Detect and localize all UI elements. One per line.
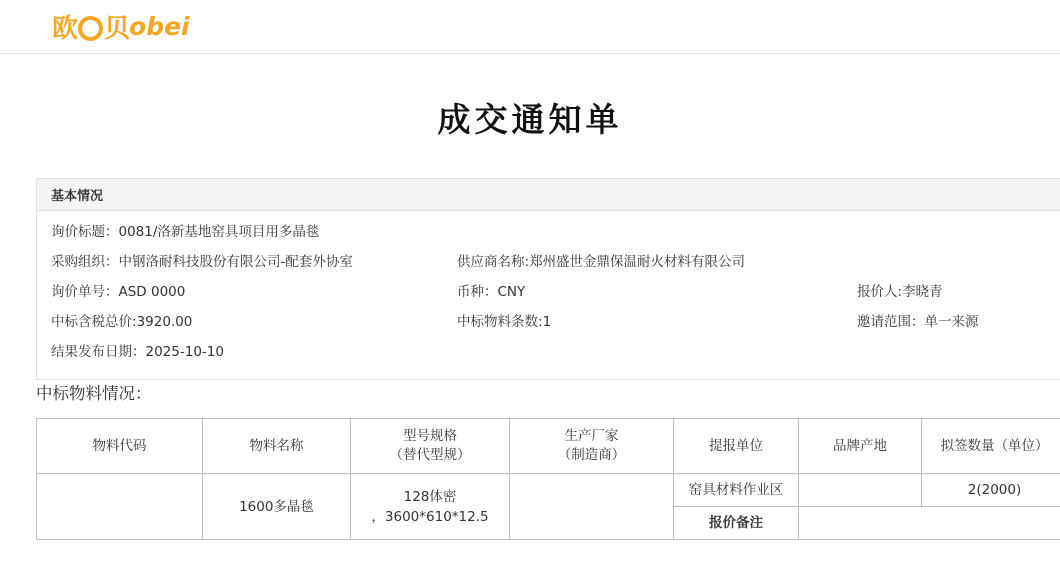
header-line1: 拟签数量（单位） — [940, 437, 1049, 454]
info-row — [37, 277, 1060, 307]
header-bar — [0, 0, 1060, 54]
info-label: 供应商名称: — [457, 254, 530, 270]
info-cell — [37, 247, 457, 277]
cell-brand-origin — [799, 474, 922, 507]
info-value: 李晓青 — [902, 284, 943, 300]
table-header-cell — [203, 419, 351, 474]
header-line1: 物料代码 — [92, 437, 147, 454]
info-cell — [457, 247, 857, 277]
table-header-cell — [351, 419, 510, 474]
info-cell — [857, 277, 1057, 307]
info-value: 1 — [542, 314, 552, 330]
logo-ring-icon — [78, 16, 103, 41]
brand-name-en: obei — [129, 12, 190, 41]
basic-info-body — [37, 211, 1060, 379]
info-row — [37, 217, 1060, 247]
info-value: ASD 0000 — [118, 284, 186, 300]
info-value: 单一来源 — [924, 314, 979, 330]
info-label: 邀请范围： — [857, 314, 925, 330]
page-title: 成交通知单 — [437, 100, 623, 139]
table-header-cell — [510, 419, 674, 474]
cell-quantity: 2(2000) — [922, 474, 1060, 507]
info-row — [37, 337, 1060, 367]
table-header-cell — [37, 419, 203, 474]
info-label: 采购组织： — [51, 254, 119, 270]
header-line2: （制造商） — [557, 447, 626, 463]
info-cell — [37, 307, 457, 337]
info-value: 0081/洛新基地窑具项目用多晶毯 — [118, 224, 320, 240]
header-line1: 生产厂家 — [564, 428, 619, 444]
info-label: 询价标题： — [51, 224, 119, 240]
header-line1: 提报单位 — [709, 437, 763, 454]
cell-material-code — [37, 474, 203, 540]
info-cell — [457, 307, 857, 337]
info-cell — [857, 307, 1057, 337]
info-value: 中钢洛耐科技股份有限公司-配套外协室 — [118, 254, 353, 270]
spec-line1: 128体密 — [403, 488, 457, 505]
info-cell — [37, 217, 457, 247]
table-header-cell — [799, 419, 922, 474]
header-line1: 物料名称 — [249, 437, 304, 454]
info-label: 中标含税总价: — [51, 314, 137, 330]
info-label: 中标物料条数: — [457, 314, 543, 330]
info-cell — [37, 337, 457, 367]
info-value: 2025-10-10 — [145, 344, 224, 360]
cell-manufacturer — [510, 474, 674, 540]
info-cell — [857, 337, 1057, 367]
info-row — [37, 247, 1060, 277]
table-row — [37, 474, 1060, 507]
info-cell — [857, 247, 1057, 277]
table-header-cell — [922, 419, 1060, 474]
header-line2: （替代型规） — [389, 447, 471, 463]
info-value: 郑州盛世金鼎保温耐火材料有限公司 — [529, 254, 746, 270]
info-label: 币种： — [457, 284, 498, 300]
brand-name-cn: 欧 — [52, 14, 78, 44]
info-value: 3920.00 — [136, 314, 193, 330]
info-value: CNY — [497, 284, 526, 300]
table-header-row — [37, 419, 1060, 474]
spec-line2: ，3600*610*12.5 — [371, 508, 489, 525]
basic-info-panel — [36, 178, 1060, 380]
info-cell — [857, 217, 1057, 247]
materials-section-label: 中标物料情况： — [36, 384, 152, 403]
brand-name-cn2: 贝 — [104, 14, 130, 44]
header-line1: 型号规格 — [403, 428, 457, 444]
info-row — [37, 307, 1060, 337]
info-label: 报价人: — [857, 284, 903, 300]
info-cell — [37, 277, 457, 307]
brand-logo — [52, 8, 190, 45]
header-line1: 品牌产地 — [833, 437, 887, 454]
materials-table — [36, 418, 1060, 540]
info-label: 结果发布日期： — [51, 344, 146, 360]
info-label: 询价单号： — [51, 284, 119, 300]
cell-material-name: 1600多晶毯 — [203, 474, 351, 540]
basic-info-title: 基本情况 — [37, 179, 1060, 211]
info-cell — [457, 337, 857, 367]
cell-spec — [351, 474, 510, 540]
table-header-cell — [674, 419, 799, 474]
cell-submit-unit: 窑具材料作业区 — [674, 474, 799, 507]
info-cell — [457, 217, 857, 247]
cell-quote-note-value — [799, 507, 1060, 540]
info-cell — [457, 277, 857, 307]
cell-quote-note-label: 报价备注 — [674, 507, 799, 540]
